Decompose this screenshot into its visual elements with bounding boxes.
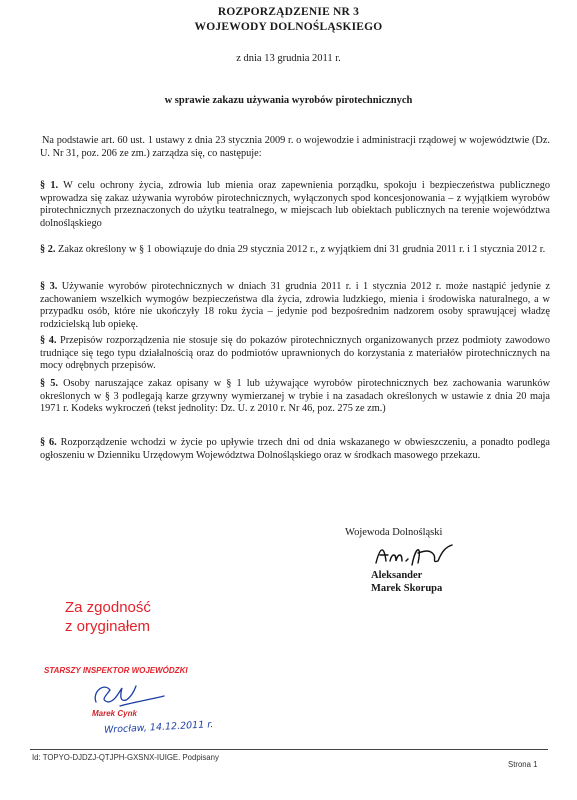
section-6 xyxy=(40,437,550,462)
section-1 xyxy=(40,180,550,230)
section-4-text: Przepisów rozporządzenia nie stosuje się do pokazów pirotechnicznych organizowanych przez podmioty zawodowo trudniące się tego typu działalnością oraz do podmiotów uprawnionych do korzystania z materiałów pirotechnicznych na mocy odrębnych przepisów. xyxy=(40,335,550,372)
inspector-stamp-title: STARSZY INSPEKTOR WOJEWÓDZKI xyxy=(44,666,188,675)
signatory-name-line2: Marek Skorupa xyxy=(371,582,443,594)
section-4-label: § 4. xyxy=(40,335,57,346)
section-3-label: § 3. xyxy=(40,281,58,292)
section-6-label: § 6. xyxy=(40,437,57,448)
inspector-signature xyxy=(90,680,170,710)
signatory-name xyxy=(371,570,442,595)
document-title-line2: WOJEWODY DOLNOŚLĄSKIEGO xyxy=(194,21,383,33)
inspector-stamp-name: Marek Cynk xyxy=(92,709,137,718)
section-2-label: § 2. xyxy=(40,244,56,255)
section-5 xyxy=(40,378,550,416)
section-3-text: Używanie wyrobów pirotechnicznych w dniach 31 grudnia 2011 r. i 1 stycznia 2012 r. może nastąpić jedynie z zachowaniem wszelkich wymogów bezpieczeństwa dla życia, zdrowia ludzkiego, mienia i środowiska naturalnego, a w przypadku osób, które nie ukończyły 18 roku życia – jedynie pod bezpośrednim nadzorem osoby sprawującej władzę rodzicielską lub opiekę. xyxy=(40,281,551,330)
section-3 xyxy=(40,281,550,331)
footer-divider xyxy=(30,749,548,750)
section-2-text: Zakaz określony w § 1 obowiązuje do dnia 29 stycznia 2012 r., z wyjątkiem dni 31 grudnia 2011 r. i 1 stycznia 2012 r. xyxy=(58,244,546,255)
section-2 xyxy=(40,244,550,257)
footer-page-number: Strona 1 xyxy=(508,760,538,769)
document-subject: w sprawie zakazu używania wyrobów pirotechnicznych xyxy=(164,95,413,106)
signatory-name-line1: Aleksander xyxy=(371,570,423,581)
document-date: z dnia 13 grudnia 2011 r. xyxy=(236,53,341,64)
section-5-text: Osoby naruszające zakaz opisany w § 1 lub używające wyrobów pirotechnicznych bez zachowania warunków określonych w § 3 podlegają karze grzywny wymierzanej w trybie i na zasadach określonych w ustawie z dnia 20 maja 1971 r. Kodeks wykroczeń (tekst jednolity: Dz. U. z 2010 r. Nr 46, poz. 275 ze zm.) xyxy=(40,378,551,415)
handwritten-signature xyxy=(372,541,462,571)
document-title-line1: ROZPORZĄDZENIE NR 3 xyxy=(217,6,360,18)
signatory-role: Wojewoda Dolnośląski xyxy=(345,527,443,538)
section-6-text: Rozporządzenie wchodzi w życie po upływie trzech dni od dnia wskazanego w obwieszczeniu, a ponadto podlega ogłoszeniu w Dzienniku Urzędowym Województwa Dolnośląskiego oraz w środkach masowego przekazu. xyxy=(40,437,550,461)
conformity-stamp-line1: Za zgodność xyxy=(65,599,151,616)
conformity-stamp-line2: z oryginałem xyxy=(65,618,151,635)
section-5-label: § 5. xyxy=(40,378,58,389)
section-4 xyxy=(40,335,550,373)
conformity-stamp xyxy=(65,598,151,636)
footer-document-id: Id: TOPYO-DJDZJ-QTJPH-GXSNX-IUIGE. Podpisany xyxy=(32,753,219,762)
section-1-text: W celu ochrony życia, zdrowia lub mienia oraz zapewnienia porządku, spokoju i bezpieczeństwa publicznego wprowadza się zakaz używania wyrobów pirotechnicznych, wyłączonych spod koncesjonowania – z wyjątkiem wyrobów pirotechnicznych przeznaczonych do użytku teatralnego, w miejscach lub obiektach publicznych na terenie województwa dolnośląskiego xyxy=(40,180,550,229)
section-1-label: § 1. xyxy=(40,180,59,191)
handwritten-date: Wrocław, 14.12.2011 r. xyxy=(103,719,214,736)
preamble: Na podstawie art. 60 ust. 1 ustawy z dnia 23 stycznia 2009 r. o wojewodzie i administracji rządowej w województwie (Dz. U. Nr 31, poz. 206 ze zm.) zarządza się, co następuje: xyxy=(40,135,550,159)
